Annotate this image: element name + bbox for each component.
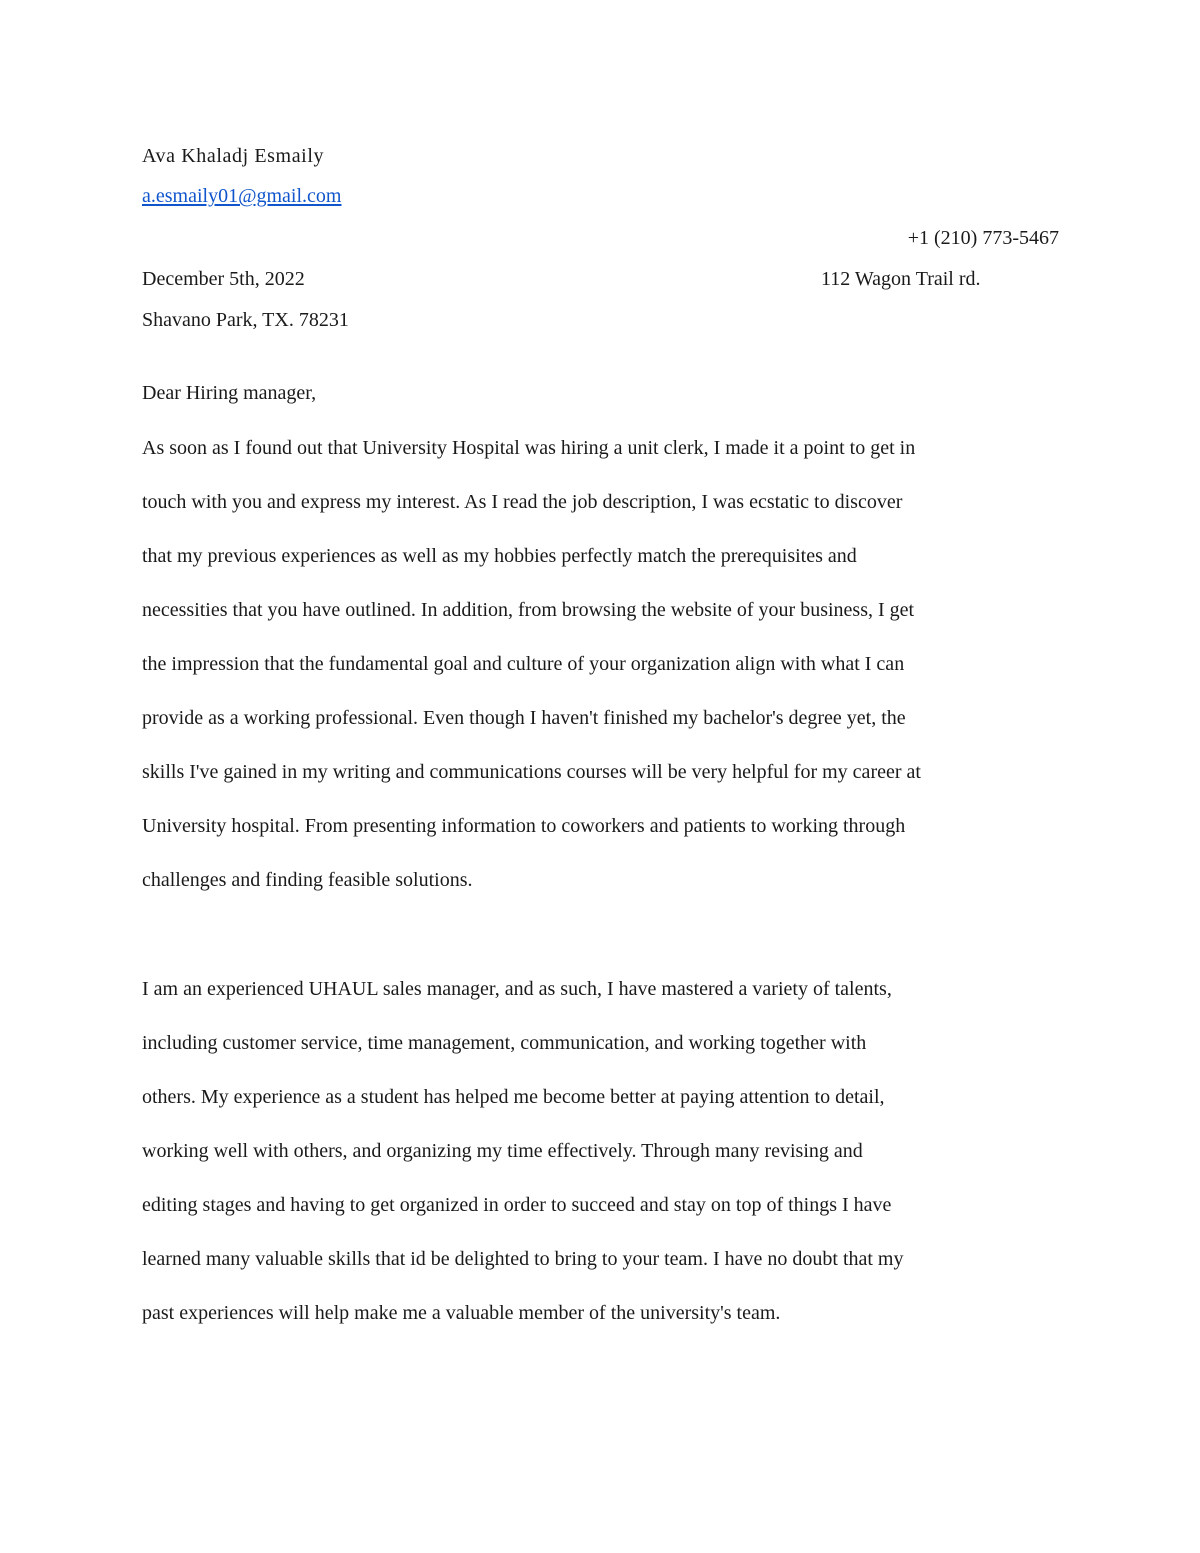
paragraph-line: provide as a working professional. Even though I haven't finished my bachelor's degree yet, the: [142, 707, 906, 729]
paragraph-line: As soon as I found out that University Hospital was hiring a unit clerk, I made it a point to get in: [142, 437, 916, 459]
paragraph-line: editing stages and having to get organized in order to succeed and stay on top of things I have: [142, 1194, 892, 1216]
body-paragraph-2: [142, 977, 1067, 1355]
sender-name: Ava Khaladj Esmaily: [142, 145, 325, 167]
paragraph-line: I am an experienced UHAUL sales manager, and as such, I have mastered a variety of talents,: [142, 978, 892, 1000]
paragraph-line: learned many valuable skills that id be delighted to bring to your team. I have no doubt that my: [142, 1248, 904, 1270]
paragraph-line: skills I've gained in my writing and communications courses will be very helpful for my career at: [142, 761, 921, 783]
paragraph-line: past experiences will help make me a valuable member of the university's team.: [142, 1302, 781, 1324]
sender-email-link[interactable]: a.esmaily01@gmail.com: [142, 185, 342, 207]
greeting: Dear Hiring manager,: [142, 382, 317, 404]
sender-street: 112 Wagon Trail rd.: [821, 268, 981, 290]
paragraph-line: challenges and finding feasible solutions.: [142, 869, 473, 891]
paragraph-line: that my previous experiences as well as my hobbies perfectly match the prerequisites and: [142, 545, 857, 567]
paragraph-line: University hospital. From presenting information to coworkers and patients to working through: [142, 815, 906, 837]
paragraph-line: working well with others, and organizing my time effectively. Through many revising and: [142, 1140, 863, 1162]
body-paragraph-1: [142, 436, 1067, 922]
sender-city: Shavano Park, TX. 78231: [142, 309, 349, 331]
sender-phone: +1 (210) 773-5467: [907, 227, 1059, 249]
paragraph-line: necessities that you have outlined. In addition, from browsing the website of your business, I get: [142, 599, 915, 621]
paragraph-line: including customer service, time management, communication, and working together with: [142, 1032, 867, 1054]
paragraph-line: others. My experience as a student has helped me become better at paying attention to detail,: [142, 1086, 885, 1108]
paragraph-line: touch with you and express my interest. As I read the job description, I was ecstatic to discover: [142, 491, 903, 513]
letter-date: December 5th, 2022: [142, 268, 305, 290]
paragraph-line: the impression that the fundamental goal and culture of your organization align with what I can: [142, 653, 905, 675]
